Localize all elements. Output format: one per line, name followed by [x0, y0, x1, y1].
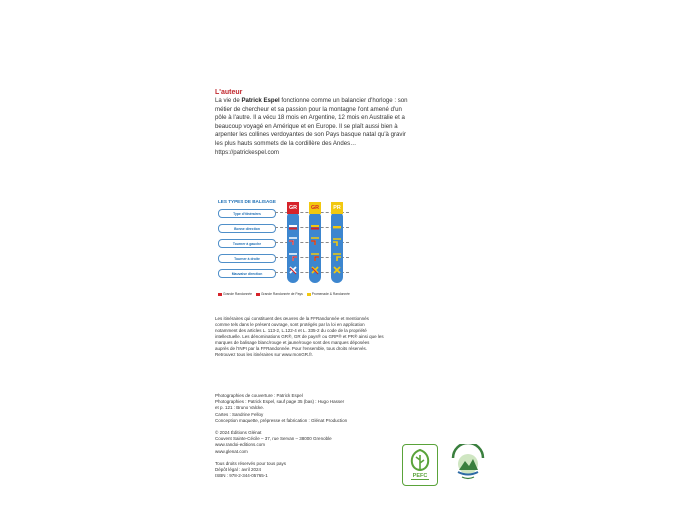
- balisage-row: Type d'itinéraires: [218, 209, 276, 218]
- isbn: ISBN : 978-2-344-05765-1: [215, 473, 268, 479]
- legal-line: Retrouvez tous les itinéraires sur www.monGR.fr.: [215, 352, 314, 357]
- credit-line: Photographies de couverture : Patrick Espel: [215, 393, 303, 398]
- rights-line: Dépôt légal : avril 2024: [215, 467, 262, 473]
- author-name: Patrick Espel: [241, 97, 280, 104]
- legend-label: Grande Randonnée: [223, 292, 252, 296]
- legend-item: [256, 292, 303, 296]
- credit-line: et p. 121 : Bruno Valcke.: [215, 405, 264, 411]
- badge-label: GR: [310, 205, 320, 211]
- bio-line: beaucoup voyagé en Amérique et en Europe. Il se plaît aussi bien à: [215, 122, 398, 130]
- legal-line: intellectuelle. Les dénominations GR®, GR de pays® ou GRP® et PR® ainsi que les: [215, 334, 384, 339]
- bio-line: les plus hauts sommets de la cordillère des Andes…: [215, 139, 357, 147]
- credit-line: Photographies : Patrick Espel, sauf page 35 (bas) : Hugo Hasser: [215, 399, 345, 405]
- publisher-line: © 2024 Éditions Glénat: [215, 430, 262, 436]
- waymark-symbols: [287, 211, 343, 283]
- grp-marks: [311, 225, 319, 274]
- legend-swatch: [307, 293, 311, 296]
- legend-label: Promenade & Randonnée: [311, 292, 350, 296]
- bio-prefix: La vie de: [215, 97, 242, 104]
- legend-swatch: [218, 293, 222, 296]
- publisher-line: Couvent Sainte-Cécile – 37, rue Servan – 38000 Grenoble: [215, 436, 332, 442]
- legend-item: [307, 292, 350, 296]
- legal-line: comme tels dans le présent ouvrage, sont protégés par la loi en application: [215, 322, 365, 327]
- credits-section: [215, 393, 415, 479]
- author-website[interactable]: https://patrickespel.com: [215, 148, 280, 156]
- author-bio: [215, 97, 430, 157]
- legend-item: [218, 292, 252, 296]
- legal-line: marques de balisage blanc/rouge et jaune/rouge sont des marques déposées: [215, 340, 370, 345]
- author-heading: L'auteur: [215, 89, 243, 96]
- mountain-badge-icon: [450, 444, 486, 482]
- balisage-legend: [218, 292, 350, 296]
- balisage-diagram: [215, 196, 355, 306]
- badge-label: GR: [288, 205, 298, 211]
- legal-line: auprès de l'INPI par la FFRandonnée. Pour l'ensemble, tous droits réservés.: [215, 346, 368, 351]
- legal-line: notamment des articles L. 113-2, L.122-4 et L. 335-2 du code de la propriété: [215, 328, 367, 333]
- balisage-row: Mauvaise direction: [218, 269, 276, 278]
- rights-line: Tous droits réservés pour tous pays: [215, 460, 287, 466]
- balisage-row: Tourner à gauche: [218, 239, 276, 248]
- legal-line: Les itinéraires qui constituent des œuvres de la FFRandonnée et mentionnés: [215, 316, 369, 321]
- balisage-row: Bonne direction: [218, 224, 276, 233]
- forest-badge-logo: [450, 444, 486, 482]
- gr-marks: [289, 225, 297, 274]
- credit-line: Cartes : Sandrine Felloy: [215, 411, 264, 417]
- publisher-website[interactable]: www.glenat.com: [215, 448, 248, 454]
- bio-line: métier de chercheur et sa passion pour la montagne l'ont amené d'un: [215, 105, 402, 113]
- bio-line: fonctionne comme un balancier d'horloge : son: [279, 97, 408, 104]
- credit-line: Conception maquette, prépresse et fabrication : Glénat Production: [215, 417, 348, 423]
- publisher-website[interactable]: www.randoi-editions.com: [215, 442, 266, 448]
- bio-line: arpenter les collines verdoyantes de son Pays basque natal qu'à gravir: [215, 131, 406, 139]
- balisage-title: LES TYPES DE BALISAGE: [218, 199, 276, 204]
- legend-label: Grande Randonnée de Pays: [260, 292, 303, 296]
- pefc-logo: [402, 444, 438, 486]
- pefc-tree-icon: [403, 445, 437, 485]
- pefc-label: PEFC: [412, 473, 428, 479]
- pr-marks: [333, 226, 341, 273]
- legal-notice: [215, 316, 415, 358]
- badge-label: PR: [333, 205, 341, 211]
- legend-swatch: [256, 293, 260, 296]
- bio-line: pôle à l'autre. Il a vécu 18 mois en Argentine, 12 mois en Australie et a: [215, 114, 405, 122]
- balisage-row: Tourner à droite: [218, 254, 276, 263]
- author-section: [215, 88, 430, 157]
